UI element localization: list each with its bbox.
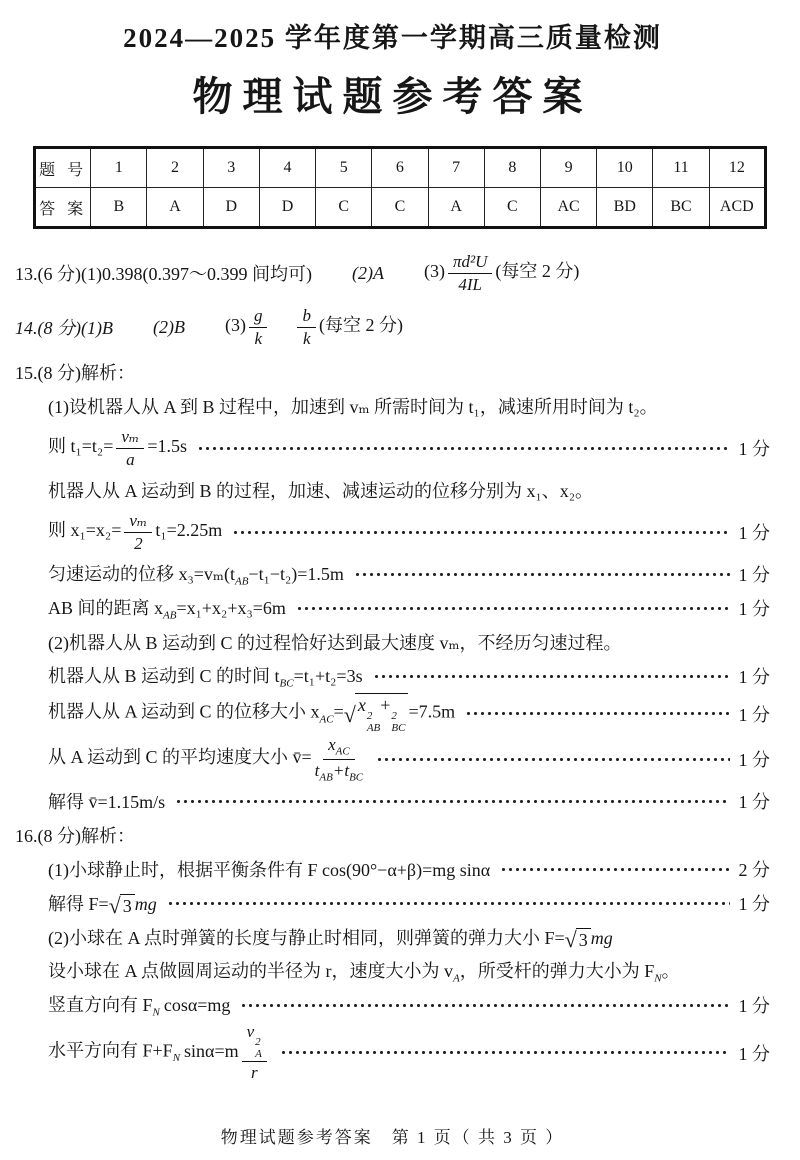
score-label: 1 分: [738, 439, 770, 459]
formula-text: =7.5m: [408, 701, 456, 722]
answer-cell: B: [91, 188, 147, 228]
fraction-denominator: r: [250, 1063, 258, 1083]
q15-line5-text: [48, 560, 344, 588]
question-number-row: [35, 148, 766, 188]
answer-cell: BC: [653, 188, 709, 228]
formula-text: t₁=2.25m: [155, 520, 223, 541]
subscript: AB: [366, 722, 381, 735]
q15-line6-text: [48, 594, 286, 622]
fraction-denominator: [315, 760, 363, 783]
q16-line6-text: [48, 1022, 270, 1083]
formula-text: +t: [332, 760, 350, 780]
formula-text: ，所受杆的弹力大小为 F: [459, 961, 655, 982]
formula-text: v: [246, 1022, 255, 1042]
formula-text: t: [314, 760, 320, 780]
answer-row: [35, 188, 766, 228]
dotted-leader: [232, 529, 729, 536]
score-label: 1 分: [738, 996, 770, 1017]
sup-sub-stack: [367, 710, 380, 734]
fraction: [315, 735, 363, 783]
dotted-leader: [175, 798, 729, 805]
q15-line3-text: 机器人从 A 运动到 B 的过程，加速、减速运动的位移分别为 x₁、x₂。: [48, 481, 594, 501]
dotted-leader: [197, 445, 730, 452]
formula-text: cosα=mg: [163, 995, 231, 1016]
score-label: 1 分: [738, 894, 770, 915]
q15-line4-text: [48, 511, 222, 553]
answer-cell: C: [316, 188, 372, 228]
q15-line11-text: 解得 v̄=1.15m/s: [48, 792, 166, 813]
q16-line3-text: [48, 924, 613, 951]
q15-line8-text: [48, 662, 363, 690]
dotted-leader: [500, 866, 729, 873]
fraction-denominator: a: [126, 449, 135, 469]
radical-sign: √: [108, 893, 121, 919]
q15-line9-text: [48, 693, 455, 734]
fraction-numerator: [242, 1022, 267, 1062]
q14-part3: [225, 306, 403, 348]
subscript: AC: [319, 713, 334, 726]
score-label: 1 分: [738, 667, 770, 687]
fraction: [124, 511, 152, 553]
dotted-leader: [167, 900, 730, 907]
q16-heading: [15, 818, 770, 852]
q15-line10-text: [48, 735, 366, 783]
formula-text: 设小球在 A 点做圆周运动的半径为 r，速度大小为 v: [48, 961, 453, 982]
formula-text: 则 t₁=t₂=: [48, 436, 114, 457]
subscript: AB: [234, 575, 249, 588]
q15-line6: [15, 591, 770, 625]
formula-text: AB 间的距离 x: [48, 598, 164, 619]
formula-text: =1.5s: [147, 436, 187, 457]
answer-cell: AC: [540, 188, 596, 228]
q16-line2: [15, 886, 770, 920]
answer-cell: C: [372, 188, 428, 228]
score-label: 1 分: [738, 792, 770, 813]
q15-line11: [15, 784, 770, 818]
square-root: [565, 928, 591, 951]
q13-scoring-note: (每空 2 分): [495, 261, 580, 282]
q14-part2: (2)B: [152, 316, 185, 337]
q16-line5-text: [48, 991, 230, 1019]
q16-line6: [15, 1022, 770, 1083]
q16-line3: [15, 920, 770, 954]
sup-sub-stack: [391, 710, 405, 734]
formula-text: +: [380, 695, 391, 715]
superscript: 2: [391, 710, 397, 722]
formula-text: −t₁−t₂)=1.5m: [248, 564, 344, 585]
fraction-numerator: πd²U: [448, 252, 492, 274]
answer-key-table: [33, 146, 767, 229]
score-label: 1 分: [738, 523, 770, 543]
formula-text: 机器人从 B 运动到 C 的时间 t: [48, 666, 280, 687]
fraction-numerator: [323, 735, 355, 759]
formula-text: 机器人从 A 运动到 C 的位移大小 x: [48, 701, 320, 722]
formula-text: 从 A 运动到 C 的平均速度大小 v̄=: [48, 747, 312, 768]
q16-line1-text: (1)小球静止时，根据平衡条件有 F cos(90°−α+β)=mg sinα: [48, 860, 491, 881]
score-label: 1 分: [738, 599, 770, 619]
score-label: 2 分: [738, 860, 770, 881]
fraction: [242, 1022, 267, 1083]
answer-label: 答 案: [35, 188, 91, 228]
dotted-leader: [240, 1002, 729, 1009]
qnum-cell: 1: [91, 148, 147, 188]
fraction: [249, 306, 268, 348]
dotted-leader: [280, 1049, 730, 1056]
qnum-cell: 6: [372, 148, 428, 188]
q16-line2-text: [48, 890, 157, 917]
dotted-leader: [354, 571, 730, 578]
radical-sign: √: [564, 927, 577, 953]
q14-part3-label: (3): [224, 315, 246, 336]
answer-cell: D: [259, 188, 315, 228]
q16-line1: [15, 852, 770, 886]
question-number-label: 题 号: [35, 148, 91, 188]
dotted-leader: [296, 605, 730, 612]
answer-cell: ACD: [709, 188, 765, 228]
formula-text: =x₁+x₂+x₃=6m: [176, 598, 286, 619]
q13-part1: 13.(6 分)(1)0.398(0.397～0.399 间均可): [15, 264, 312, 284]
q15-heading-text: 15.(8 分)解析：: [15, 363, 135, 383]
qnum-cell: 5: [316, 148, 372, 188]
subscript: A: [453, 972, 460, 985]
fraction-numerator: g: [249, 306, 268, 328]
qnum-cell: 11: [653, 148, 709, 188]
fraction-denominator: k: [254, 328, 262, 348]
subscript: N: [172, 1052, 181, 1065]
subscript: BC: [391, 722, 406, 735]
q15-line7-text: (2)机器人从 B 运动到 C 的过程恰好达到最大速度 vₘ，不经历匀速过程。: [48, 633, 622, 653]
q15-line1-text: (1)设机器人从 A 到 B 过程中，加速到 vₘ 所需时间为 t₁，减速所用时间为 t₂。: [48, 397, 658, 417]
dotted-leader: [465, 710, 729, 717]
qnum-cell: 3: [203, 148, 259, 188]
qnum-cell: 9: [540, 148, 596, 188]
q15-line9: [15, 693, 770, 734]
answer-cell: C: [484, 188, 540, 228]
answer-cell: A: [428, 188, 484, 228]
answer-cell: BD: [597, 188, 653, 228]
qnum-cell: 10: [597, 148, 653, 188]
score-label: 1 分: [738, 1043, 770, 1064]
q13-part2: (2)A: [351, 262, 384, 283]
formula-text: 水平方向有 F+F: [48, 1040, 173, 1061]
formula-text: 。: [661, 961, 680, 982]
subscript: BC: [349, 771, 364, 784]
superscript: 2: [366, 710, 373, 722]
q14-scoring-note: (每空 2 分): [318, 315, 403, 336]
fraction: [448, 252, 492, 294]
fraction-denominator: 4IL: [458, 274, 482, 294]
formula-text: =: [333, 701, 344, 722]
q13-answer-line: [15, 247, 770, 299]
formula-text: 则 x₁=x₂=: [48, 520, 122, 541]
formula-text: mg: [590, 927, 613, 948]
q15-line3: [15, 473, 770, 507]
q15-line5: [15, 557, 770, 591]
answer-cell: D: [203, 188, 259, 228]
score-label: 1 分: [738, 565, 770, 585]
q15-line2: [15, 423, 770, 473]
formula-text: mg: [134, 893, 157, 914]
formula-text: =t₁+t₂=3s: [293, 666, 363, 687]
qnum-cell: 12: [709, 148, 765, 188]
document-title: 物理试题参考答案: [192, 75, 593, 119]
q16-heading-text: 16.(8 分)解析：: [15, 826, 135, 847]
q16-line5: [15, 988, 770, 1022]
q16-line4: [15, 954, 770, 988]
page-footer: 物理试题参考答案 第 1 页（ 共 3 页 ）: [220, 1128, 565, 1147]
q15-line4: [15, 507, 770, 557]
subscript: AB: [319, 771, 333, 784]
subscript: A: [255, 1048, 262, 1061]
superscript: 2: [255, 1036, 261, 1049]
q15-line8: [15, 659, 770, 693]
subscript: N: [152, 1006, 160, 1019]
fraction-numerator: vₘ: [116, 427, 144, 449]
radicand: [355, 693, 409, 734]
fraction-denominator: k: [302, 328, 311, 348]
q16-line4-text: [48, 957, 680, 985]
subscript: AB: [163, 609, 177, 622]
dotted-leader: [376, 756, 729, 763]
subscript: N: [654, 972, 662, 985]
q14-answer-line: [15, 299, 770, 355]
radicand: 3: [120, 894, 135, 917]
q13-part3-label: (3): [423, 261, 445, 282]
square-root: [344, 693, 409, 734]
q15-line1: [15, 389, 770, 423]
formula-text: x: [328, 735, 336, 755]
qnum-cell: 4: [259, 148, 315, 188]
qnum-cell: 7: [428, 148, 484, 188]
formula-text: (2)小球在 A 点时弹簧的长度与静止时相同，则弹簧的弹力大小 F=: [48, 927, 565, 948]
subscript: AC: [335, 745, 350, 758]
square-root: [109, 894, 135, 917]
formula-text: 解得 F=: [48, 893, 109, 914]
fraction-denominator: 2: [134, 533, 143, 553]
sup-sub-stack: [255, 1036, 262, 1060]
q15-line2-text: [48, 427, 187, 469]
qnum-cell: 8: [484, 148, 540, 188]
radicand: 3: [576, 928, 591, 951]
q13-part3: [424, 252, 579, 294]
q15-heading: [15, 355, 770, 389]
dotted-leader: [373, 673, 730, 680]
score-label: 1 分: [738, 750, 770, 771]
fraction-numerator: b: [297, 306, 316, 328]
exam-session-title: 2024—2025 学年度第一学期高三质量检测: [123, 23, 662, 53]
q14-part1: 14.(8 分)(1)B: [15, 318, 113, 338]
fraction-numerator: vₘ: [124, 511, 152, 533]
score-label: 1 分: [738, 704, 770, 725]
formula-text: sinα=m: [184, 1040, 239, 1061]
q15-line7: [15, 625, 770, 659]
answer-cell: A: [147, 188, 203, 228]
formula-text: x: [357, 695, 366, 715]
formula-text: 竖直方向有 F: [48, 995, 153, 1016]
qnum-cell: 2: [147, 148, 203, 188]
q15-line10: [15, 734, 770, 784]
radical-sign: √: [343, 701, 356, 727]
fraction: [116, 427, 144, 469]
subscript: BC: [279, 677, 294, 690]
formula-text: 匀速运动的位移 x₃=vₘ(t: [48, 564, 235, 585]
fraction: [297, 306, 316, 348]
